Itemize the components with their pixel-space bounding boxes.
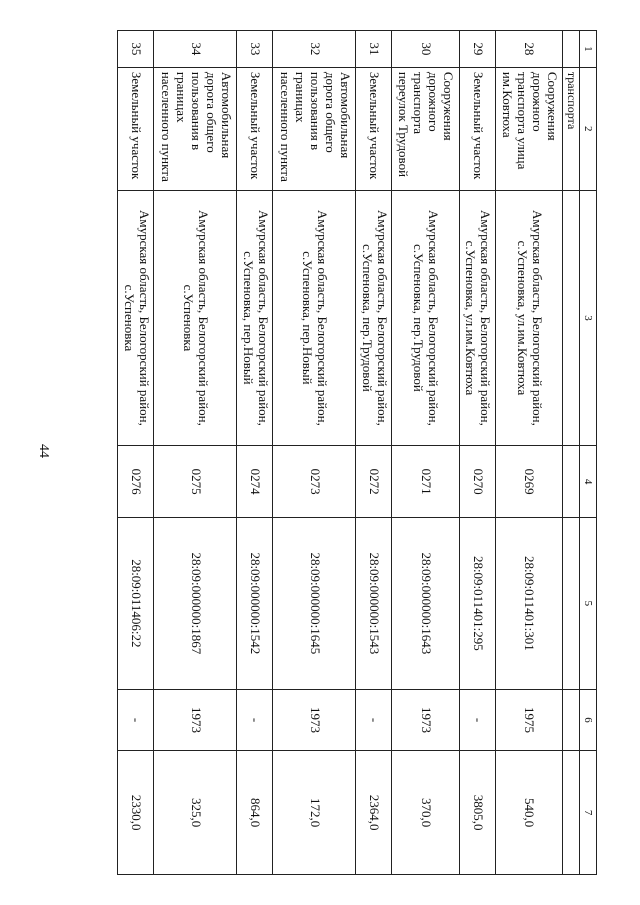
table-row [392,31,459,875]
address-cell: Амурская область, Белогорский район, с.Успеновка, пер.Трудовой [356,190,392,446]
inventory-code-cell: 0271 [392,446,459,518]
year-built-cell: - [237,689,273,750]
table-cell [563,190,580,446]
cadastral-number-cell: 28:09:000000:1643 [392,517,459,689]
row-number-cell: 29 [459,31,495,68]
row-number-cell: 34 [154,31,237,68]
year-built-cell: 1973 [154,689,237,750]
row-number-cell: 30 [392,31,459,68]
cadastral-number-cell: 28:09:000000:1645 [273,517,356,689]
value-cell: 864,0 [237,751,273,875]
value-cell: 2330,0 [118,751,154,875]
row-number-cell: 35 [118,31,154,68]
page-number: 44 [36,444,51,458]
table-cell [563,689,580,750]
value-cell: 2364,0 [356,751,392,875]
year-built-cell: 1973 [273,689,356,750]
cadastral-number-cell: 28:09:000000:1543 [356,517,392,689]
address-cell: Амурская область, Белогорский район, с.Успеновка, пер.Новый [237,190,273,446]
continuation-row [563,31,580,875]
table-cell [563,751,580,875]
object-name-cell: Земельный участок [237,67,273,190]
table-cell [563,446,580,518]
object-name-cell: Автомобильная дорога общего пользования в границах населенного пункта [154,67,237,190]
continuation-label: транспорта [563,67,580,190]
inventory-code-cell: 0273 [273,446,356,518]
inventory-code-cell: 0274 [237,446,273,518]
cadastral-number-cell: 28:09:000000:1542 [237,517,273,689]
header-cell: 4 [580,446,597,518]
property-table [117,30,597,875]
value-cell: 370,0 [392,751,459,875]
row-number-cell: 33 [237,31,273,68]
cadastral-number-cell: 28:09:011401:301 [495,517,562,689]
row-number-cell: 31 [356,31,392,68]
table-cell [563,31,580,68]
value-cell: 3805,0 [459,751,495,875]
object-name-cell: Сооружения дорожного транспорта переулок Трудовой [392,67,459,190]
cadastral-number-cell: 28:09:000000:1867 [154,517,237,689]
value-cell: 325,0 [154,751,237,875]
table-row [273,31,356,875]
object-name-cell: Земельный участок [459,67,495,190]
year-built-cell: - [356,689,392,750]
table-cell [563,517,580,689]
value-cell: 172,0 [273,751,356,875]
inventory-code-cell: 0276 [118,446,154,518]
cadastral-number-cell: 28:09:011406:22 [118,517,154,689]
header-cell: 2 [580,67,597,190]
inventory-code-cell: 0270 [459,446,495,518]
row-number-cell: 28 [495,31,562,68]
inventory-code-cell: 0269 [495,446,562,518]
year-built-cell: - [459,689,495,750]
header-cell: 1 [580,31,597,68]
inventory-code-cell: 0272 [356,446,392,518]
header-cell: 7 [580,751,597,875]
address-cell: Амурская область, Белогорский район, с.Успеновка, пер.Новый [273,190,356,446]
table-row [459,31,495,875]
cadastral-number-cell: 28:09:011401:295 [459,517,495,689]
header-cell: 5 [580,517,597,689]
value-cell: 540,0 [495,751,562,875]
object-name-cell: Автомобильная дорога общего пользования в границах населенного пункта [273,67,356,190]
address-cell: Амурская область, Белогорский район, с.Успеновка [118,190,154,446]
year-built-cell: 1973 [392,689,459,750]
table-row [495,31,562,875]
table-row [154,31,237,875]
rotated-table-wrapper [117,30,597,875]
header-row [580,31,597,875]
object-name-cell: Сооружения дорожного транспорта улица им.Ковтюха [495,67,562,190]
table-row [118,31,154,875]
address-cell: Амурская область, Белогорский район, с.Успеновка, ул.им.Ковтюха [459,190,495,446]
year-built-cell: - [118,689,154,750]
table-row [356,31,392,875]
row-number-cell: 32 [273,31,356,68]
header-cell: 6 [580,689,597,750]
address-cell: Амурская область, Белогорский район, с.Успеновка, ул.им.Ковтюха [495,190,562,446]
table-row [237,31,273,875]
header-cell: 3 [580,190,597,446]
object-name-cell: Земельный участок [118,67,154,190]
object-name-cell: Земельный участок [356,67,392,190]
year-built-cell: 1975 [495,689,562,750]
address-cell: Амурская область, Белогорский район, с.Успеновка, пер.Трудовой [392,190,459,446]
address-cell: Амурская область, Белогорский район, с.Успеновка [154,190,237,446]
inventory-code-cell: 0275 [154,446,237,518]
